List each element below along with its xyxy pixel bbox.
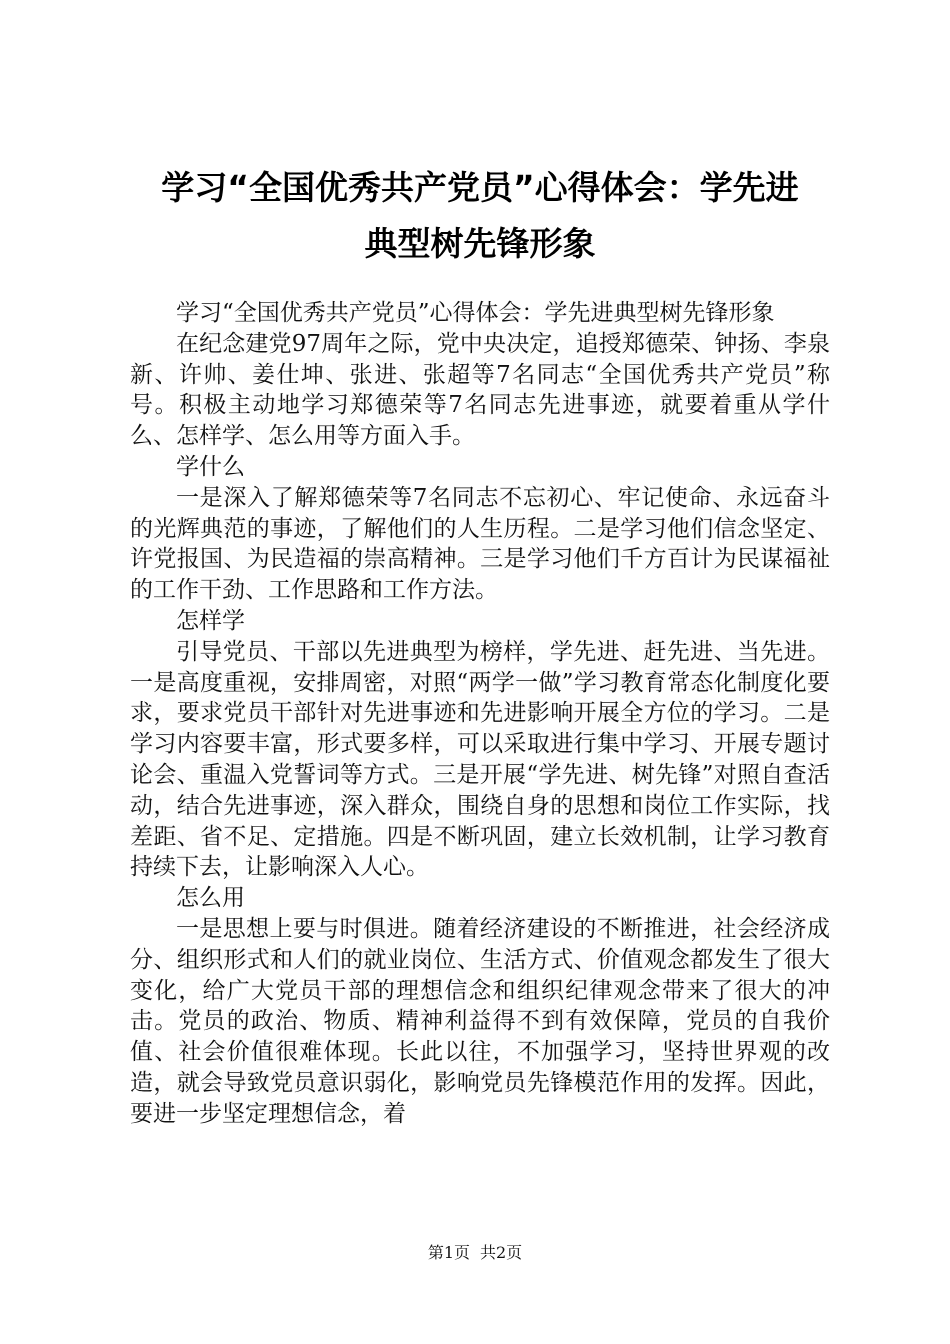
document-body <box>130 298 830 1130</box>
what-paragraph: 一是深入了解郑德荣等7名同志不忘初心、牢记使命、永远奋斗的光辉典范的事迹，了解他们的人生历程。二是学习他们信念坚定、许党报国、为民造福的崇高精神。三是学习他们千方百计为民谋福祉的工作干劲、工作思路和工作方法。 <box>130 484 830 604</box>
section-heading-apply: 怎么用 <box>176 885 245 912</box>
page-total: 共2页 <box>480 1243 523 1262</box>
intro-paragraph: 在纪念建党97周年之际，党中央决定，追授郑德荣、钟扬、李泉新、许帅、姜仕坤、张进、张超等7名同志“全国优秀共产党员”称号。积极主动地学习郑德荣等7名同志先进事迹，就要着重从学什么、怎样学、怎么用等方面入手。 <box>130 330 830 450</box>
apply-paragraph: 一是思想上要与时俱进。随着经济建设的不断推进，社会经济成分、组织形式和人们的就业岗位、生活方式、价值观念都发生了很大变化，给广大党员干部的理想信念和组织纪律观念带来了很大的冲击。党员的政治、物质、精神利益得不到有效保障，党员的自我价值、社会价值很难体现。长此以往，不加强学习，坚持世界观的改造，就会导致党员意识弱化，影响党员先锋模范作用的发挥。因此，要进一步坚定理想信念，着 <box>130 915 830 1127</box>
title-line-2: 典型树先锋形象 <box>364 224 596 263</box>
section-heading-how: 怎样学 <box>176 607 245 634</box>
document-title <box>120 160 840 272</box>
section-heading-what: 学什么 <box>176 453 245 480</box>
title-line-1: 学习“全国优秀共产党员”心得体会：学先进 <box>161 168 799 207</box>
page-footer <box>0 1242 950 1264</box>
how-paragraph: 引导党员、干部以先进典型为榜样，学先进、赶先进、当先进。一是高度重视，安排周密，对照“两学一做”学习教育常态化制度化要求，要求党员干部针对先进事迹和先进影响开展全方位的学习。二是学习内容要丰富，形式要多样，可以采取进行集中学习、开展专题讨论会、重温入党誓词等方式。三是开展“学先进、树先锋”对照自查活动，结合先进事迹，深入群众，围绕自身的思想和岗位工作实际，找差距、省不足、定措施。四是不断巩固，建立长效机制，让学习教育持续下去，让影响深入人心。 <box>130 638 830 881</box>
page-number: 第1页 <box>427 1243 470 1262</box>
subtitle-paragraph: 学习“全国优秀共产党员”心得体会：学先进典型树先锋形象 <box>176 300 775 326</box>
